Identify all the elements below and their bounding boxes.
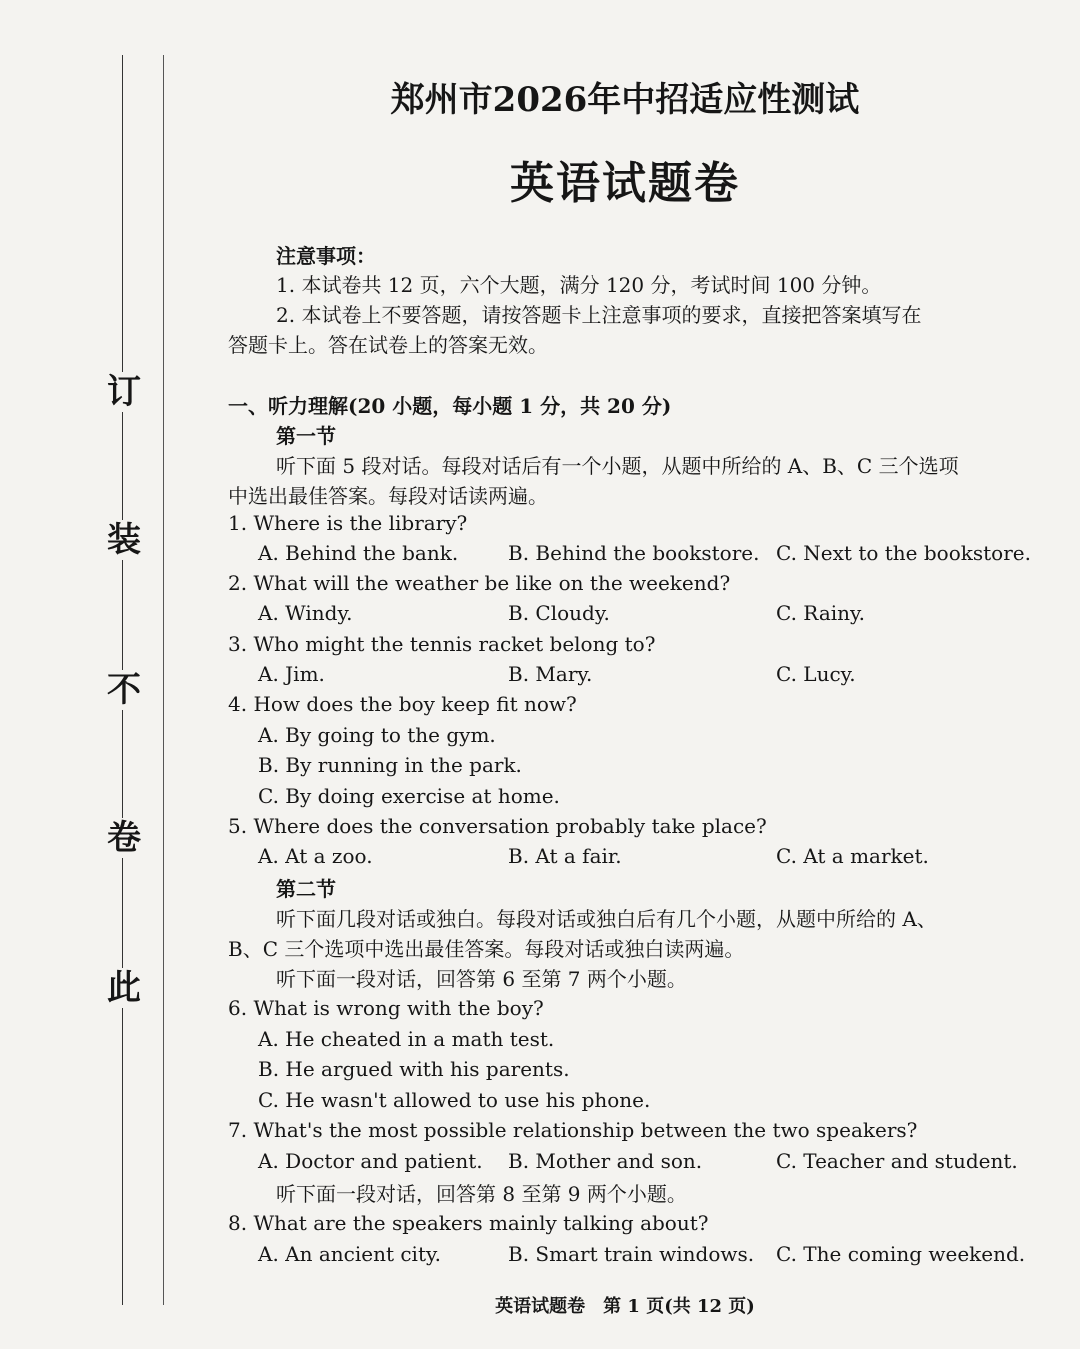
question-3: 3. Who might the tennis racket belong to?: [228, 632, 656, 656]
question-1: 1. Where is the library?: [228, 511, 468, 535]
question-4: 4. How does the boy keep fit now?: [228, 692, 577, 716]
q3-option-c: C. Lucy.: [776, 662, 856, 686]
q5-option-a: A. At a zoo.: [258, 844, 373, 868]
q4-option-c: C. By doing exercise at home.: [258, 784, 560, 808]
margin-char-ding: 订: [104, 372, 144, 412]
notice-heading: 注意事项：: [276, 244, 376, 268]
q4-option-b: B. By running in the park.: [258, 753, 522, 777]
q1-option-c: C. Next to the bookstore.: [776, 541, 1031, 565]
q8-option-a: A. An ancient city.: [258, 1242, 441, 1266]
notice-item-2-cont: 答题卡上。答在试卷上的答案无效。: [228, 333, 548, 357]
q8-option-c: C. The coming weekend.: [776, 1242, 1026, 1266]
part1-title: 第一节: [276, 424, 336, 448]
q2-option-b: B. Cloudy.: [508, 601, 610, 625]
q3-option-b: B. Mary.: [508, 662, 593, 686]
q2-option-a: A. Windy.: [258, 601, 353, 625]
part2-instruction: 听下面几段对话或独白。每段对话或独白后有几个小题，从题中所给的 A、: [276, 907, 937, 931]
question-5: 5. Where does the conversation probably take place?: [228, 814, 767, 838]
q4-option-a: A. By going to the gym.: [258, 723, 496, 747]
q3-option-a: A. Jim.: [258, 662, 325, 686]
q1-option-a: A. Behind the bank.: [258, 541, 459, 565]
exam-title: 郑州市2026年中招适应性测试: [390, 80, 860, 120]
notice-item-1: 1. 本试卷共 12 页，六个大题，满分 120 分，考试时间 100 分钟。: [276, 273, 882, 297]
dialog-6-7-instruction: 听下面一段对话，回答第 6 至第 7 两个小题。: [276, 967, 687, 991]
margin-char-juan: 卷: [104, 818, 144, 858]
notice-item-2: 2. 本试卷上不要答题，请按答题卡上注意事项的要求，直接把答案填写在: [276, 303, 922, 327]
part2-instruction-cont: B、C 三个选项中选出最佳答案。每段对话或独白读两遍。: [228, 937, 745, 961]
question-7: 7. What's the most possible relationship between the two speakers?: [228, 1118, 918, 1142]
q7-option-c: C. Teacher and student.: [776, 1149, 1018, 1173]
section-heading: 一、听力理解(20 小题，每小题 1 分，共 20 分): [228, 394, 672, 418]
paper-title: 英语试题卷: [510, 158, 740, 209]
question-6: 6. What is wrong with the boy?: [228, 996, 544, 1020]
binding-line-inner: [163, 55, 164, 1305]
q6-option-a: A. He cheated in a math test.: [258, 1027, 555, 1051]
margin-char-zhuang: 装: [104, 520, 144, 560]
q7-option-b: B. Mother and son.: [508, 1149, 703, 1173]
dialog-8-9-instruction: 听下面一段对话，回答第 8 至第 9 两个小题。: [276, 1182, 687, 1206]
q5-option-c: C. At a market.: [776, 844, 929, 868]
q6-option-b: B. He argued with his parents.: [258, 1057, 570, 1081]
page-footer: 英语试题卷 第 1 页(共 12 页): [495, 1296, 755, 1317]
question-2: 2. What will the weather be like on the weekend?: [228, 571, 731, 595]
part1-instruction-cont: 中选出最佳答案。每段对话读两遍。: [228, 484, 548, 508]
part1-instruction: 听下面 5 段对话。每段对话后有一个小题，从题中所给的 A、B、C 三个选项: [276, 454, 959, 478]
margin-char-bu: 不: [104, 670, 144, 710]
q5-option-b: B. At a fair.: [508, 844, 622, 868]
q6-option-c: C. He wasn't allowed to use his phone.: [258, 1088, 651, 1112]
part2-title: 第二节: [276, 877, 336, 901]
q8-option-b: B. Smart train windows.: [508, 1242, 755, 1266]
q2-option-c: C. Rainy.: [776, 601, 866, 625]
margin-char-ci: 此: [104, 968, 144, 1008]
question-8: 8. What are the speakers mainly talking about?: [228, 1211, 709, 1235]
q1-option-b: B. Behind the bookstore.: [508, 541, 760, 565]
q7-option-a: A. Doctor and patient.: [258, 1149, 483, 1173]
